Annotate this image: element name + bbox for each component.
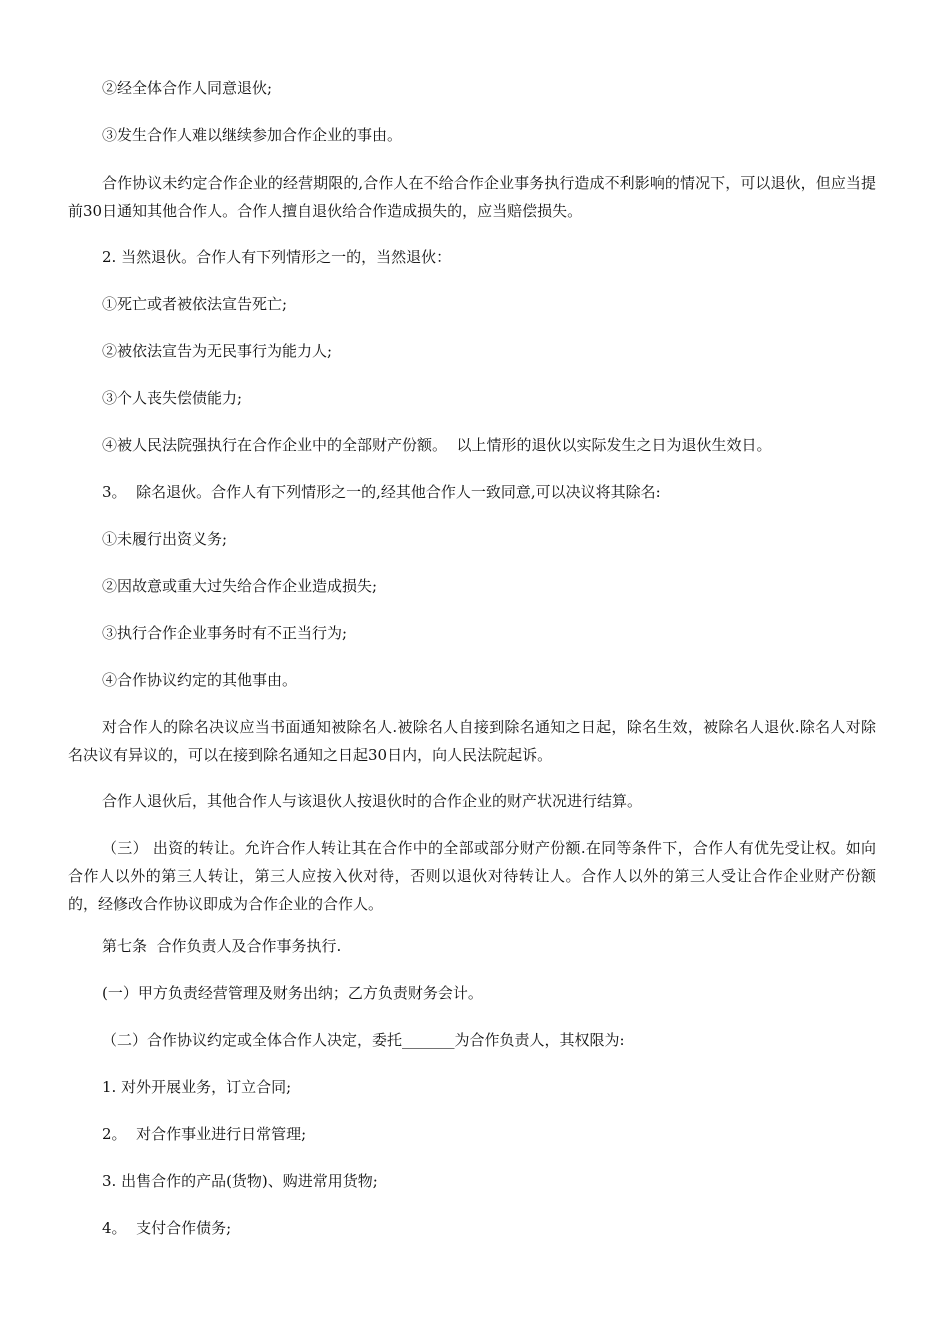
paragraph-capital-transfer: （三） 出资的转让。允许合作人转让其在合作中的全部或部分财产份额.在同等条件下，合作人有优先受让权。如向合作人以外的第三人转让，第三人应按入伙对待，否则以退伙对待转让人。合作人以外的第三人受让合作企业财产份额的，经修改合作协议即成为合作企业的合作人。 xyxy=(68,839,876,913)
paragraph-duties-division: (一）甲方负责经营管理及财务出纳；乙方负责财务会计。 xyxy=(102,984,483,1002)
paragraph-no-contribution: ①未履行出资义务; xyxy=(102,530,228,548)
paragraph-unspecified-term: 合作协议未约定合作企业的经营期限的,合作人在不给合作企业事务执行造成不利影响的情况下，可以退伙，但应当提前30日通知其他合作人。合作人擅自退伙给合作造成损失的，应当赔偿损失。 xyxy=(68,174,876,220)
paragraph-negligence: ②因故意或重大过失给合作企业造成损失; xyxy=(102,577,378,595)
paragraph-settlement: 合作人退伙后，其他合作人与该退伙人按退伙时的合作企业的财产状况进行结算。 xyxy=(102,792,643,810)
paragraph-power-debts: 4。 支付合作债务; xyxy=(102,1219,232,1237)
paragraph-other-causes: ④合作协议约定的其他事由。 xyxy=(102,671,298,689)
paragraph-improper-conduct: ③执行合作企业事务时有不正当行为; xyxy=(102,624,348,642)
paragraph-expulsion: 3。 除名退伙。合作人有下列情形之一的,经其他合作人一致同意,可以决议将其除名: xyxy=(102,483,661,501)
paragraph-expulsion-notice: 对合作人的除名决议应当书面通知被除名人.被除名人自接到除名通知之日起，除名生效，被除名人退伙.除名人对除名决议有异议的，可以在接到除名通知之日起30日内，向人民法院起诉。 xyxy=(68,718,876,764)
paragraph-withdrawal-cause: ③发生合作人难以继续参加合作企业的事由。 xyxy=(102,126,403,144)
paragraph-insolvency: ③个人丧失偿债能力; xyxy=(102,389,243,407)
article-seven-heading: 第七条 合作负责人及合作事务执行. xyxy=(102,937,342,955)
paragraph-automatic-withdrawal: 2. 当然退伙。合作人有下列情形之一的，当然退伙： xyxy=(102,248,452,266)
paragraph-power-contracts: 1. 对外开展业务，订立合同; xyxy=(102,1078,292,1096)
paragraph-withdrawal-consent: ②经全体合作人同意退伙; xyxy=(102,79,273,97)
paragraph-power-management: 2。 对合作事业进行日常管理; xyxy=(102,1125,307,1143)
paragraph-responsible-person: （二）合作协议约定或全体合作人决定，委托_______为合作负责人，其权限为: xyxy=(102,1031,625,1049)
paragraph-power-trade: 3. 出售合作的产品(货物)、购进常用货物; xyxy=(102,1172,378,1190)
paragraph-incapacity: ②被依法宣告为无民事行为能力人; xyxy=(102,342,333,360)
paragraph-enforcement: ④被人民法院强执行在合作企业中的全部财产份额。 以上情形的退伙以实际发生之日为退伙生效日。 xyxy=(102,436,772,454)
paragraph-death: ①死亡或者被依法宣告死亡; xyxy=(102,295,288,313)
